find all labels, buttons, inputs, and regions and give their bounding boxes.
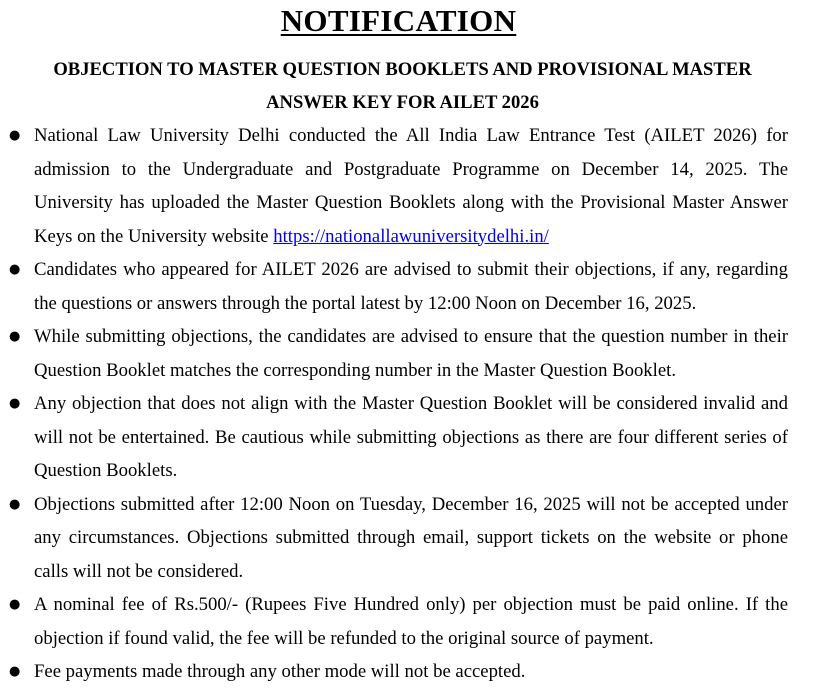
notice-subtitle (9, 53, 788, 119)
list-item (9, 655, 788, 689)
list-item (9, 387, 788, 488)
point-text: Fee payments made through any other mode will not be accepted. (34, 661, 526, 682)
bullet-dot-icon: ● (9, 128, 21, 143)
subtitle-line-2: ANSWER KEY FOR AILET 2026 (266, 92, 539, 113)
notification-document (0, 2, 824, 695)
university-website-link[interactable]: https://nationallawuniversitydelhi.in/ (273, 225, 549, 247)
bullet-dot-icon: ● (9, 262, 21, 277)
bullet-dot-icon: ● (9, 597, 21, 612)
point-text: Any objection that does not align with the Master Question Booklet will be considered invalid and will not be entertained. Be cautious while submitting objections as there are four different series of Question Booklets. (34, 393, 788, 481)
point-text: A nominal fee of Rs.500/- (Rupees Five Hundred only) per objection must be paid online. If the objection if found valid, the fee will be refunded to the original source of payment. (34, 594, 788, 649)
subtitle-line-1: OBJECTION TO MASTER QUESTION BOOKLETS AND PROVISIONAL MASTER (53, 59, 752, 80)
page-title: NOTIFICATION (280, 3, 517, 38)
bullet-dot-icon: ● (9, 396, 21, 411)
bullet-dot-icon: ● (9, 329, 21, 344)
bullet-dot-icon: ● (9, 496, 21, 512)
bullet-dot-icon: ● (9, 664, 21, 679)
notice-points-list (9, 119, 788, 689)
list-item (9, 320, 788, 387)
point-text: While submitting objections, the candidates are advised to ensure that the question number in their Question Booklet matches the corresponding number in the Master Question Booklet. (34, 326, 788, 381)
point-text: Objections submitted after 12:00 Noon on Tuesday, December 16, 2025 will not be accepted under any circumstances. Objections submitted through email, support tickets on the website or phone calls will not be considered. (34, 493, 788, 582)
list-item (9, 488, 788, 589)
list-item (9, 253, 788, 320)
point-text: National Law University Delhi conducted the All India Law Entrance Test (AILET 2026) for admission to the Undergraduate and Postgraduate Programme on December 14, 2025. The University has uploaded the Master Question Booklets along with the Provisional Master Answer Keys on the University website (34, 125, 788, 247)
list-item (9, 119, 788, 253)
list-item (9, 588, 788, 655)
point-text: Candidates who appeared for AILET 2026 are advised to submit their objections, if any, regarding the questions or answers through the portal latest by 12:00 Noon on December 16, 2025. (34, 259, 788, 314)
